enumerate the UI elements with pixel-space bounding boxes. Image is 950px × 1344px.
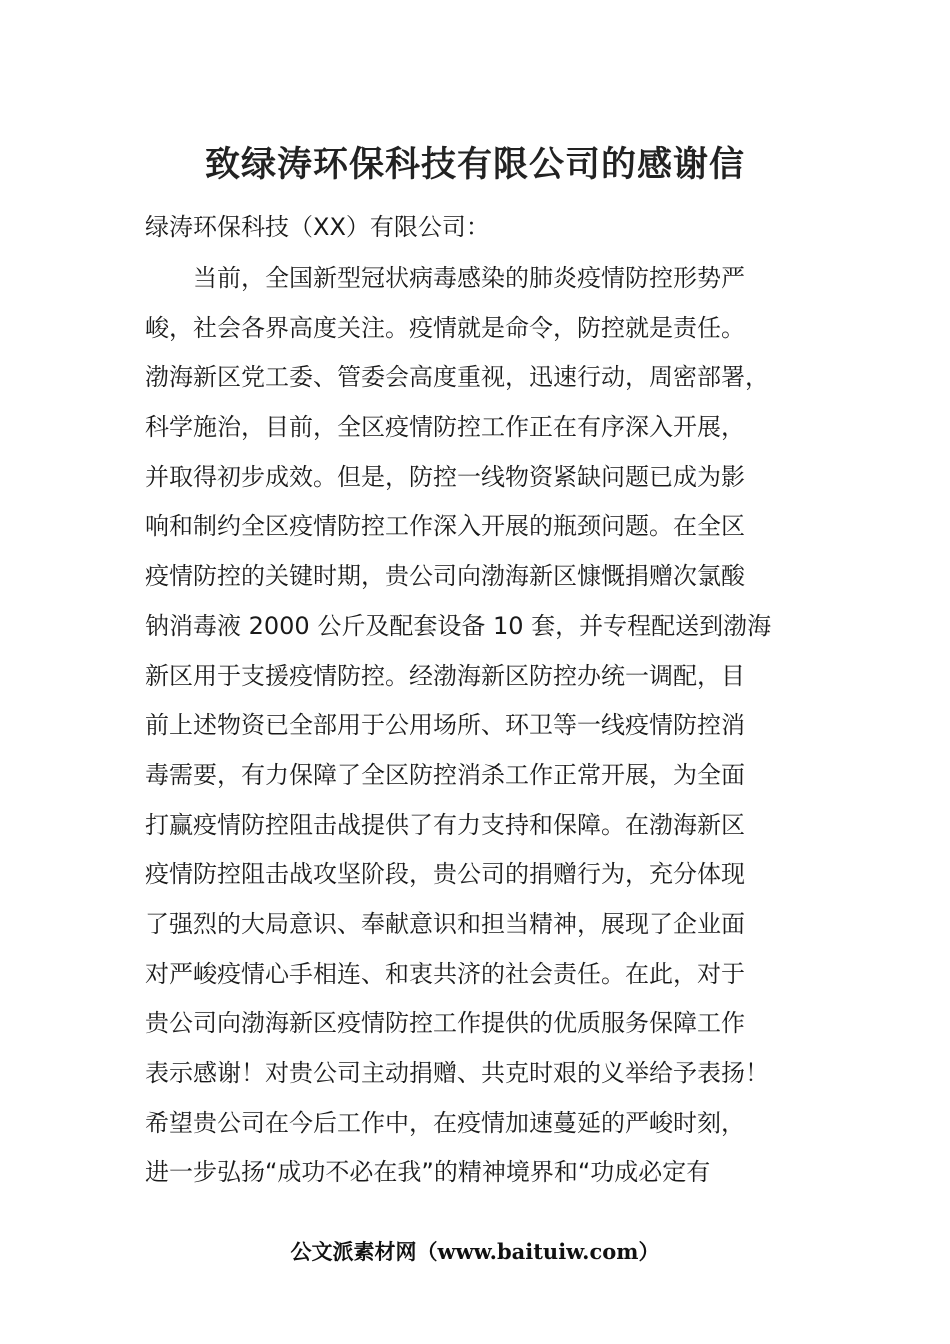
body-line: 进一步弘扬“成功不必在我”的精神境界和“功成必定有 xyxy=(145,1158,711,1187)
body-line: 对严峻疫情心手相连、和衷共济的社会责任。在此，对于 xyxy=(145,959,745,988)
body-line: 当前，全国新型冠状病毒感染的肺炎疫情防控形势严 xyxy=(193,264,745,292)
body-line: 贵公司向渤海新区疫情防控工作提供的优质服务保障工作 xyxy=(145,1009,745,1038)
body-line: 疫情防控阻击战攻坚阶段，贵公司的捐赠行为，充分体现 xyxy=(145,860,745,889)
body-line: 打赢疫情防控阻击战提供了有力支持和保障。在渤海新区 xyxy=(145,810,745,839)
body-line: 前上述物资已全部用于公用场所、环卫等一线疫情防控消 xyxy=(145,711,745,740)
salutation: 绿涛环保科技（XX）有限公司： xyxy=(145,213,490,241)
document-title: 致绿涛环保科技有限公司的感谢信 xyxy=(204,145,745,185)
body-line: 了强烈的大局意识、奉献意识和担当精神，展现了企业面 xyxy=(145,909,745,938)
body-line: 希望贵公司在今后工作中，在疫情加速蔓延的严峻时刻， xyxy=(145,1108,745,1137)
body-line: 科学施治，目前，全区疫情防控工作正在有序深入开展， xyxy=(145,413,745,442)
body-line: 钠消毒液 2000 公斤及配套设备 10 套，并专程配送到渤海 xyxy=(145,611,772,640)
body-line: 响和制约全区疫情防控工作深入开展的瓶颈问题。在全区 xyxy=(145,512,745,541)
body-line: 表示感谢！对贵公司主动捐赠、共克时艰的义举给予表扬！ xyxy=(145,1059,769,1087)
body-line: 毒需要，有力保障了全区防控消杀工作正常开展，为全面 xyxy=(145,760,745,789)
body-line: 渤海新区党工委、管委会高度重视，迅速行动，周密部署， xyxy=(145,363,769,392)
body-line: 并取得初步成效。但是，防控一线物资紧缺问题已成为影 xyxy=(145,462,745,491)
body-line: 疫情防控的关键时期，贵公司向渤海新区慷慨捐赠次氯酸 xyxy=(145,562,745,591)
body-line: 新区用于支援疫情防控。经渤海新区防控办统一调配，目 xyxy=(145,661,745,690)
letter-body xyxy=(145,254,805,1198)
body-line: 峻，社会各界高度关注。疫情就是命令，防控就是责任。 xyxy=(145,313,745,342)
footer-watermark: 公文派素材网（www.baituiw.com） xyxy=(290,1239,660,1264)
